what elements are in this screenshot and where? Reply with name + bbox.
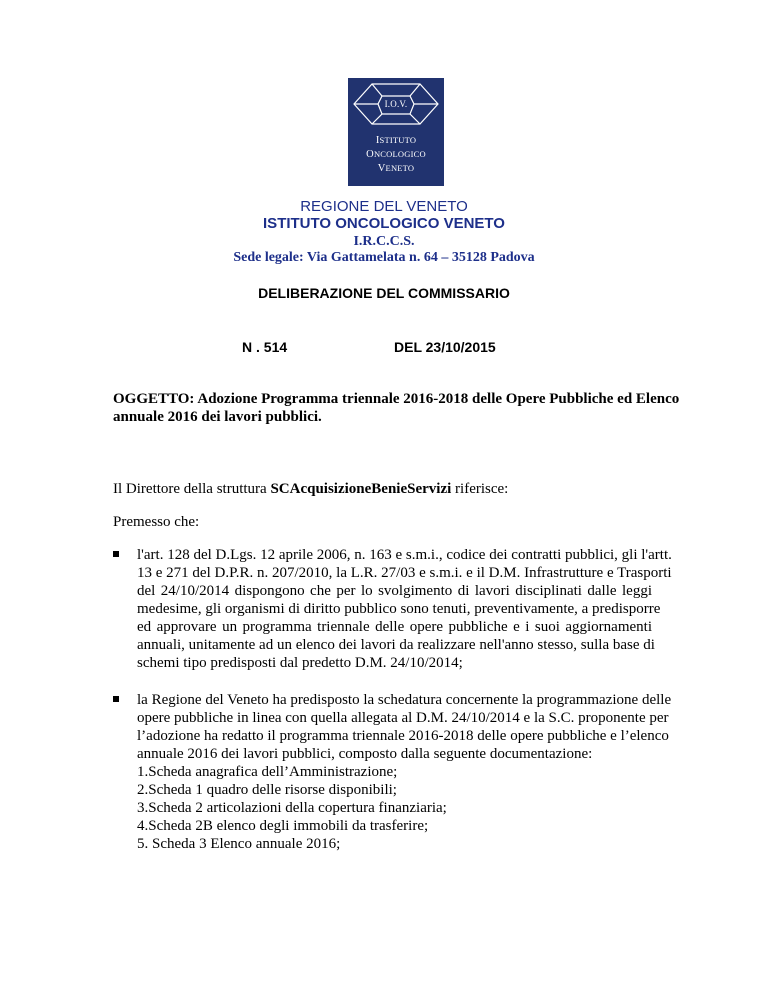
iov-logo [348, 78, 444, 186]
list-item: 1.Scheda anagrafica dell’Amministrazione; [137, 764, 398, 780]
paragraph-line: annuali, unitamente ad un elenco dei lavori da realizzare nell'anno stesso, sulla base di [137, 637, 655, 653]
paragraph-line: medesime, gli organismi di diritto pubblico sono tenuti, preventivamente, a predisporre [137, 601, 661, 617]
paragraph-line: opere pubbliche in linea con quella allegata al D.M. 24/10/2014 e la S.C. proponente per [137, 710, 669, 726]
bullet-marker [113, 696, 119, 702]
deliberation-title: DELIBERAZIONE DEL COMMISSARIO [258, 285, 510, 301]
struttura-name: SCAcquisizioneBenieServizi [270, 481, 452, 497]
legal-address: Sede legale: Via Gattamelata n. 64 – 35128 Padova [233, 250, 535, 265]
deliberation-date: DEL 23/10/2015 [394, 339, 496, 355]
subject-line-2: annuale 2016 dei lavori pubblici. [113, 409, 322, 425]
paragraph-line: 13 e 271 del D.P.R. n. 207/2010, la L.R. 27/03 e s.m.i. e il D.M. Infrastrutture e Trasporti [137, 565, 672, 581]
list-item: 2.Scheda 1 quadro delle risorse disponibili; [137, 782, 397, 798]
paragraph-line: ed approvare un programma triennale delle opere pubbliche e i suoi aggiornamenti [137, 619, 652, 635]
logo-line-istituto: ISTITUTO [375, 135, 417, 146]
institute-name: ISTITUTO ONCOLOGICO VENETO [263, 215, 505, 232]
paragraph-line: la Regione del Veneto ha predisposto la schedatura concernente la programmazione delle [137, 692, 672, 708]
subject-line-1: OGGETTO: Adozione Programma triennale 2016-2018 delle Opere Pubbliche ed Elenco [113, 391, 680, 407]
paragraph-line: del 24/10/2014 dispongono che per lo svolgimento di lavori disciplinati dalle leggi [137, 583, 652, 599]
region-name: REGIONE DEL VENETO [300, 198, 468, 215]
deliberation-number: N . 514 [242, 339, 288, 355]
irccs-label: I.R.C.C.S. [353, 234, 415, 249]
list-item: 5. Scheda 3 Elenco annuale 2016; [137, 836, 341, 852]
logo-abbrev: I.O.V. [384, 99, 408, 109]
paragraph-line: annuale 2016 dei lavori pubblici, composto dalla seguente documentazione: [137, 746, 593, 762]
list-item: 3.Scheda 2 articolazioni della copertura finanziaria; [137, 800, 447, 816]
subject-label: OGGETTO: [113, 391, 195, 407]
logo-line-oncologico: ONCOLOGICO [366, 149, 426, 160]
premesso-label: Premesso che: [113, 514, 200, 530]
paragraph-line: l'art. 128 del D.Lgs. 12 aprile 2006, n. 163 e s.m.i., codice dei contratti pubblici, gli l'artt. [137, 547, 672, 563]
list-item: 4.Scheda 2B elenco degli immobili da trasferire; [137, 818, 429, 834]
logo-line-veneto: VENETO [377, 163, 415, 174]
intro-sentence: Il Direttore della struttura SCAcquisizioneBenieServizi riferisce: [113, 481, 509, 497]
paragraph-line: schemi tipo predisposti dal predetto D.M. 24/10/2014; [137, 655, 463, 671]
paragraph-line: l’adozione ha redatto il programma triennale 2016-2018 delle opere pubbliche e l’elenco [137, 728, 669, 744]
bullet-marker [113, 551, 119, 557]
